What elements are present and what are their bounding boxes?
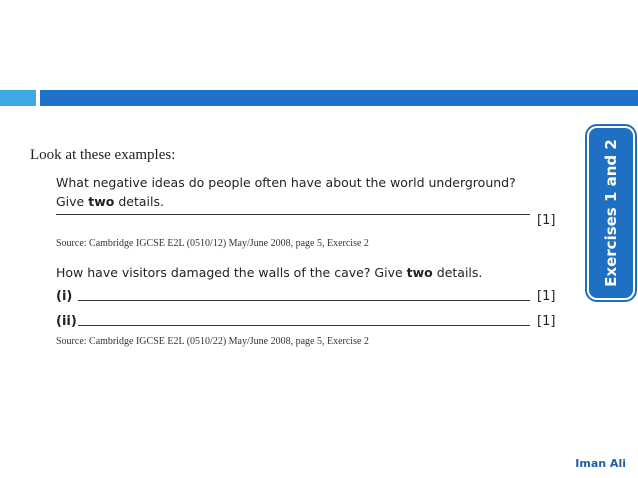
- header-bar: [40, 90, 638, 106]
- answer-label-ii: (ii): [56, 314, 77, 329]
- question-1-bold: two: [88, 194, 115, 209]
- exercises-tab-label: Exercises 1 and 2: [602, 139, 620, 287]
- question-2-end: details.: [432, 265, 483, 280]
- answer-line-1: [56, 214, 530, 215]
- source-2: Source: Cambridge IGCSE E2L (0510/22) May/June 2008, page 5, Exercise 2: [56, 336, 369, 347]
- exercises-tab: [589, 128, 633, 298]
- mark-1: [1]: [537, 213, 556, 228]
- question-1-end: details.: [114, 194, 164, 209]
- question-1-text: What negative ideas do people often have about the world underground? Give: [56, 175, 516, 209]
- mark-ii: [1]: [537, 314, 556, 329]
- source-1: Source: Cambridge IGCSE E2L (0510/12) May/June 2008, page 5, Exercise 2: [56, 238, 369, 249]
- question-2-bold: two: [406, 265, 433, 280]
- mark-i: [1]: [537, 289, 556, 304]
- question-1: [56, 173, 536, 211]
- answer-line-ii: [78, 325, 530, 326]
- header-bar-accent: [0, 90, 36, 106]
- answer-label-i: (i): [56, 289, 73, 304]
- question-2: [56, 265, 482, 280]
- author-name: Iman Ali: [575, 457, 626, 470]
- question-2-text: How have visitors damaged the walls of the cave? Give: [56, 265, 407, 280]
- intro-text: Look at these examples:: [30, 147, 176, 163]
- answer-line-i: [78, 300, 530, 301]
